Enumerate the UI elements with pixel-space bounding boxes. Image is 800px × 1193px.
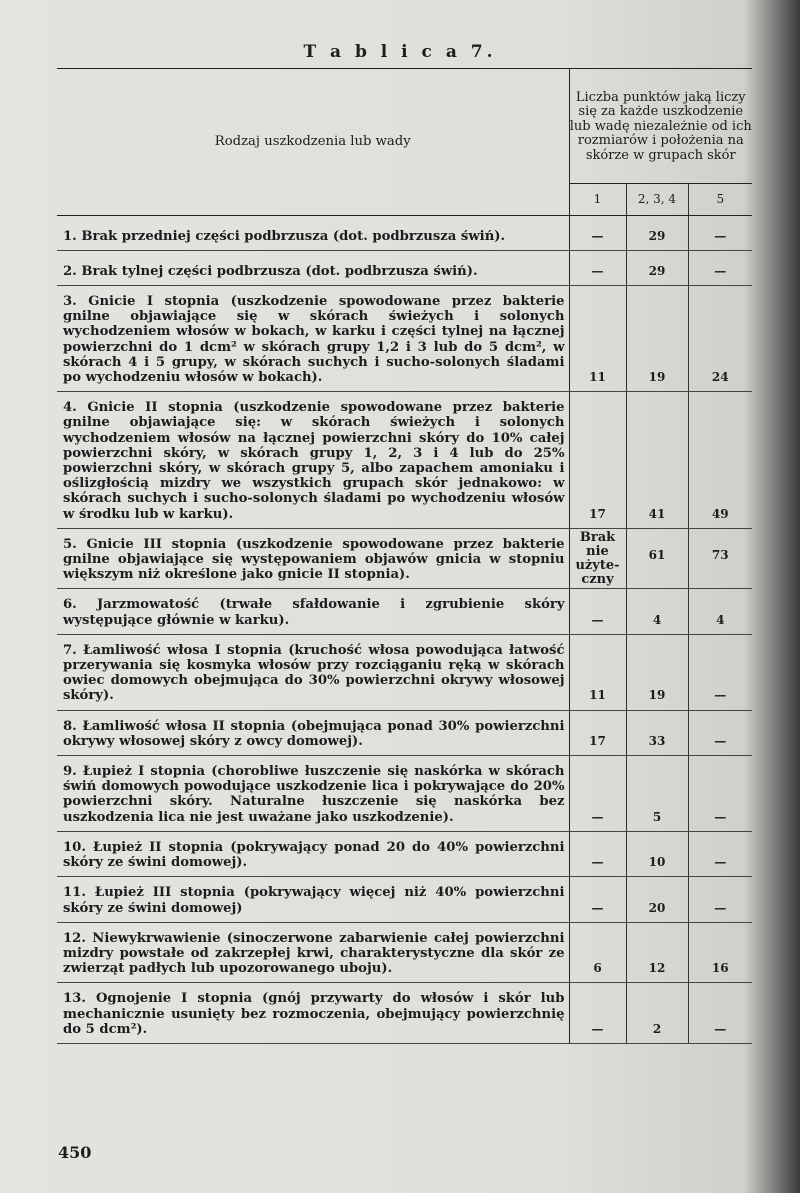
table-row: [57, 216, 752, 251]
header-description: Rodzaj uszkodzenia lub wady: [57, 69, 569, 216]
row-description: 2. Brak tylnej części podbrzusza (dot. podbrzusza świń).: [57, 251, 569, 286]
header-points: Liczba punktów jaką liczy się za każde uszkodzenie lub wadę niezależnie od ich rozmiarów i położenia na skórze w grupach skór: [569, 69, 752, 184]
row-group-234: 10: [626, 831, 688, 876]
row-group-5: —: [688, 216, 752, 251]
row-group-234: 19: [626, 634, 688, 710]
table-row: [57, 286, 752, 392]
row-group-5: —: [688, 710, 752, 755]
row-group-1: 6: [569, 922, 626, 983]
row-group-1: 17: [569, 710, 626, 755]
row-description: 13. Ognojenie I stopnia (gnój przywarty do włosów i skór lub mechanicznie usunięty bez rozmoczenia, obejmujący powierzchnię do 5 dcm²).: [57, 983, 569, 1044]
table-row: [57, 983, 752, 1044]
row-group-5: 24: [688, 286, 752, 392]
row-description: 11. Łupież III stopnia (pokrywający więcej niż 40% powierzchni skóry ze świni domowej): [57, 877, 569, 922]
row-group-1: 17: [569, 392, 626, 529]
row-group-234: 61: [626, 528, 688, 589]
row-group-234: 29: [626, 216, 688, 251]
row-group-5: 16: [688, 922, 752, 983]
row-group-1: —: [569, 216, 626, 251]
row-description: 7. Łamliwość włosa I stopnia (kruchość włosa powodująca łatwość przerywania się kosmyka włosów przy rozciąganiu ręką w skórach owiec domowych obejmująca do 30% powierzchni okrywy włosowej skóry).: [57, 634, 569, 710]
row-group-1: —: [569, 589, 626, 634]
table-row: [57, 528, 752, 589]
header-group-1: 1: [569, 184, 626, 216]
row-description: 5. Gnicie III stopnia (uszkodzenie spowodowane przez bakterie gnilne objawiające się występowaniem objawów gnicia w stopniu większym niż określone jako gnicie II stopnia).: [57, 528, 569, 589]
table-row: [57, 589, 752, 634]
row-group-234: 29: [626, 251, 688, 286]
row-group-1: —: [569, 831, 626, 876]
row-group-234: 5: [626, 756, 688, 832]
table-row: [57, 634, 752, 710]
row-description: 9. Łupież I stopnia (chorobliwe łuszczenie się naskórka w skórach świń domowych powodujące uszkodzenie lica i pokrywające do 20% powierzchni skóry. Naturalne łuszczenie się naskórka bez uszkodzenia lica nie jest uważane jako uszkodzenie).: [57, 756, 569, 832]
row-group-234: 20: [626, 877, 688, 922]
table-row: [57, 710, 752, 755]
table-row: [57, 922, 752, 983]
table-title: T a b l i c a 7.: [303, 42, 497, 62]
row-group-5: 73: [688, 528, 752, 589]
row-group-1: —: [569, 983, 626, 1044]
row-group-234: 4: [626, 589, 688, 634]
table-row: [57, 251, 752, 286]
row-group-1: 11: [569, 634, 626, 710]
row-description: 10. Łupież II stopnia (pokrywający ponad 20 do 40% powierzchni skóry ze świni domowej).: [57, 831, 569, 876]
row-description: 3. Gnicie I stopnia (uszkodzenie spowodowane przez bakterie gnilne objawiające się w skórach świeżych i solonych wychodzeniem włosów w bokach, w karku i części tylnej na łącznej powierzchni do 1 dcm² w skórach grupy 1,2 i 3 lub do 5 dcm², w skórach 4 i 5 grupy, w skórach suchych i sucho-solonych śladami po wychodzeniu włosów w bokach).: [57, 286, 569, 392]
row-group-5: —: [688, 831, 752, 876]
row-group-1: —: [569, 251, 626, 286]
table-row: [57, 831, 752, 876]
row-group-1: 11: [569, 286, 626, 392]
header-group-5: 5: [688, 184, 752, 216]
row-description: 12. Niewykrwawienie (sinoczerwone zabarwienie całej powierzchni mizdry powstałe od zakrzepłej krwi, charakterystyczne dla skór ze zwierząt padłych lub upozorowanego uboju).: [57, 922, 569, 983]
row-group-5: —: [688, 877, 752, 922]
row-group-1: —: [569, 756, 626, 832]
row-group-5: —: [688, 983, 752, 1044]
table-row: [57, 756, 752, 832]
row-description: 1. Brak przedniej części podbrzusza (dot. podbrzusza świń).: [57, 216, 569, 251]
row-group-234: 2: [626, 983, 688, 1044]
row-group-1: —: [569, 877, 626, 922]
page-number: 450: [58, 1143, 92, 1162]
row-description: 8. Łamliwość włosa II stopnia (obejmująca ponad 30% powierzchni okrywy włosowej skóry z owcy domowej).: [57, 710, 569, 755]
table-row: [57, 877, 752, 922]
row-group-234: 19: [626, 286, 688, 392]
row-group-5: —: [688, 251, 752, 286]
row-description: 4. Gnicie II stopnia (uszkodzenie spowodowane przez bakterie gnilne objawiające się: w skórach świeżych i solonych wychodzeniem włosów na łącznej powierzchni skóry do 10% całej powierzchni skóry, w skórach grupy 1, 2, 3 i 4 lub do 25% powierzchni skóry, w skórach grupy 5, albo zapachem amoniaku i oślizgłością mizdry we wszystkich grupach skór jednakowo: w skórach suchych i sucho-solonych śladami po wychodzeniu włosów w środku lub w karku).: [57, 392, 569, 529]
row-group-234: 33: [626, 710, 688, 755]
defects-table: [57, 68, 752, 1044]
row-group-5: 49: [688, 392, 752, 529]
row-group-234: 12: [626, 922, 688, 983]
row-group-5: —: [688, 756, 752, 832]
row-group-5: 4: [688, 589, 752, 634]
row-description: 6. Jarzmowatość (trwałe sfałdowanie i zgrubienie skóry występujące głównie w karku).: [57, 589, 569, 634]
row-group-1: Brak nie użyte-czny: [569, 528, 626, 589]
row-group-234: 41: [626, 392, 688, 529]
header-group-234: 2, 3, 4: [626, 184, 688, 216]
table-row: [57, 392, 752, 529]
row-group-5: —: [688, 634, 752, 710]
